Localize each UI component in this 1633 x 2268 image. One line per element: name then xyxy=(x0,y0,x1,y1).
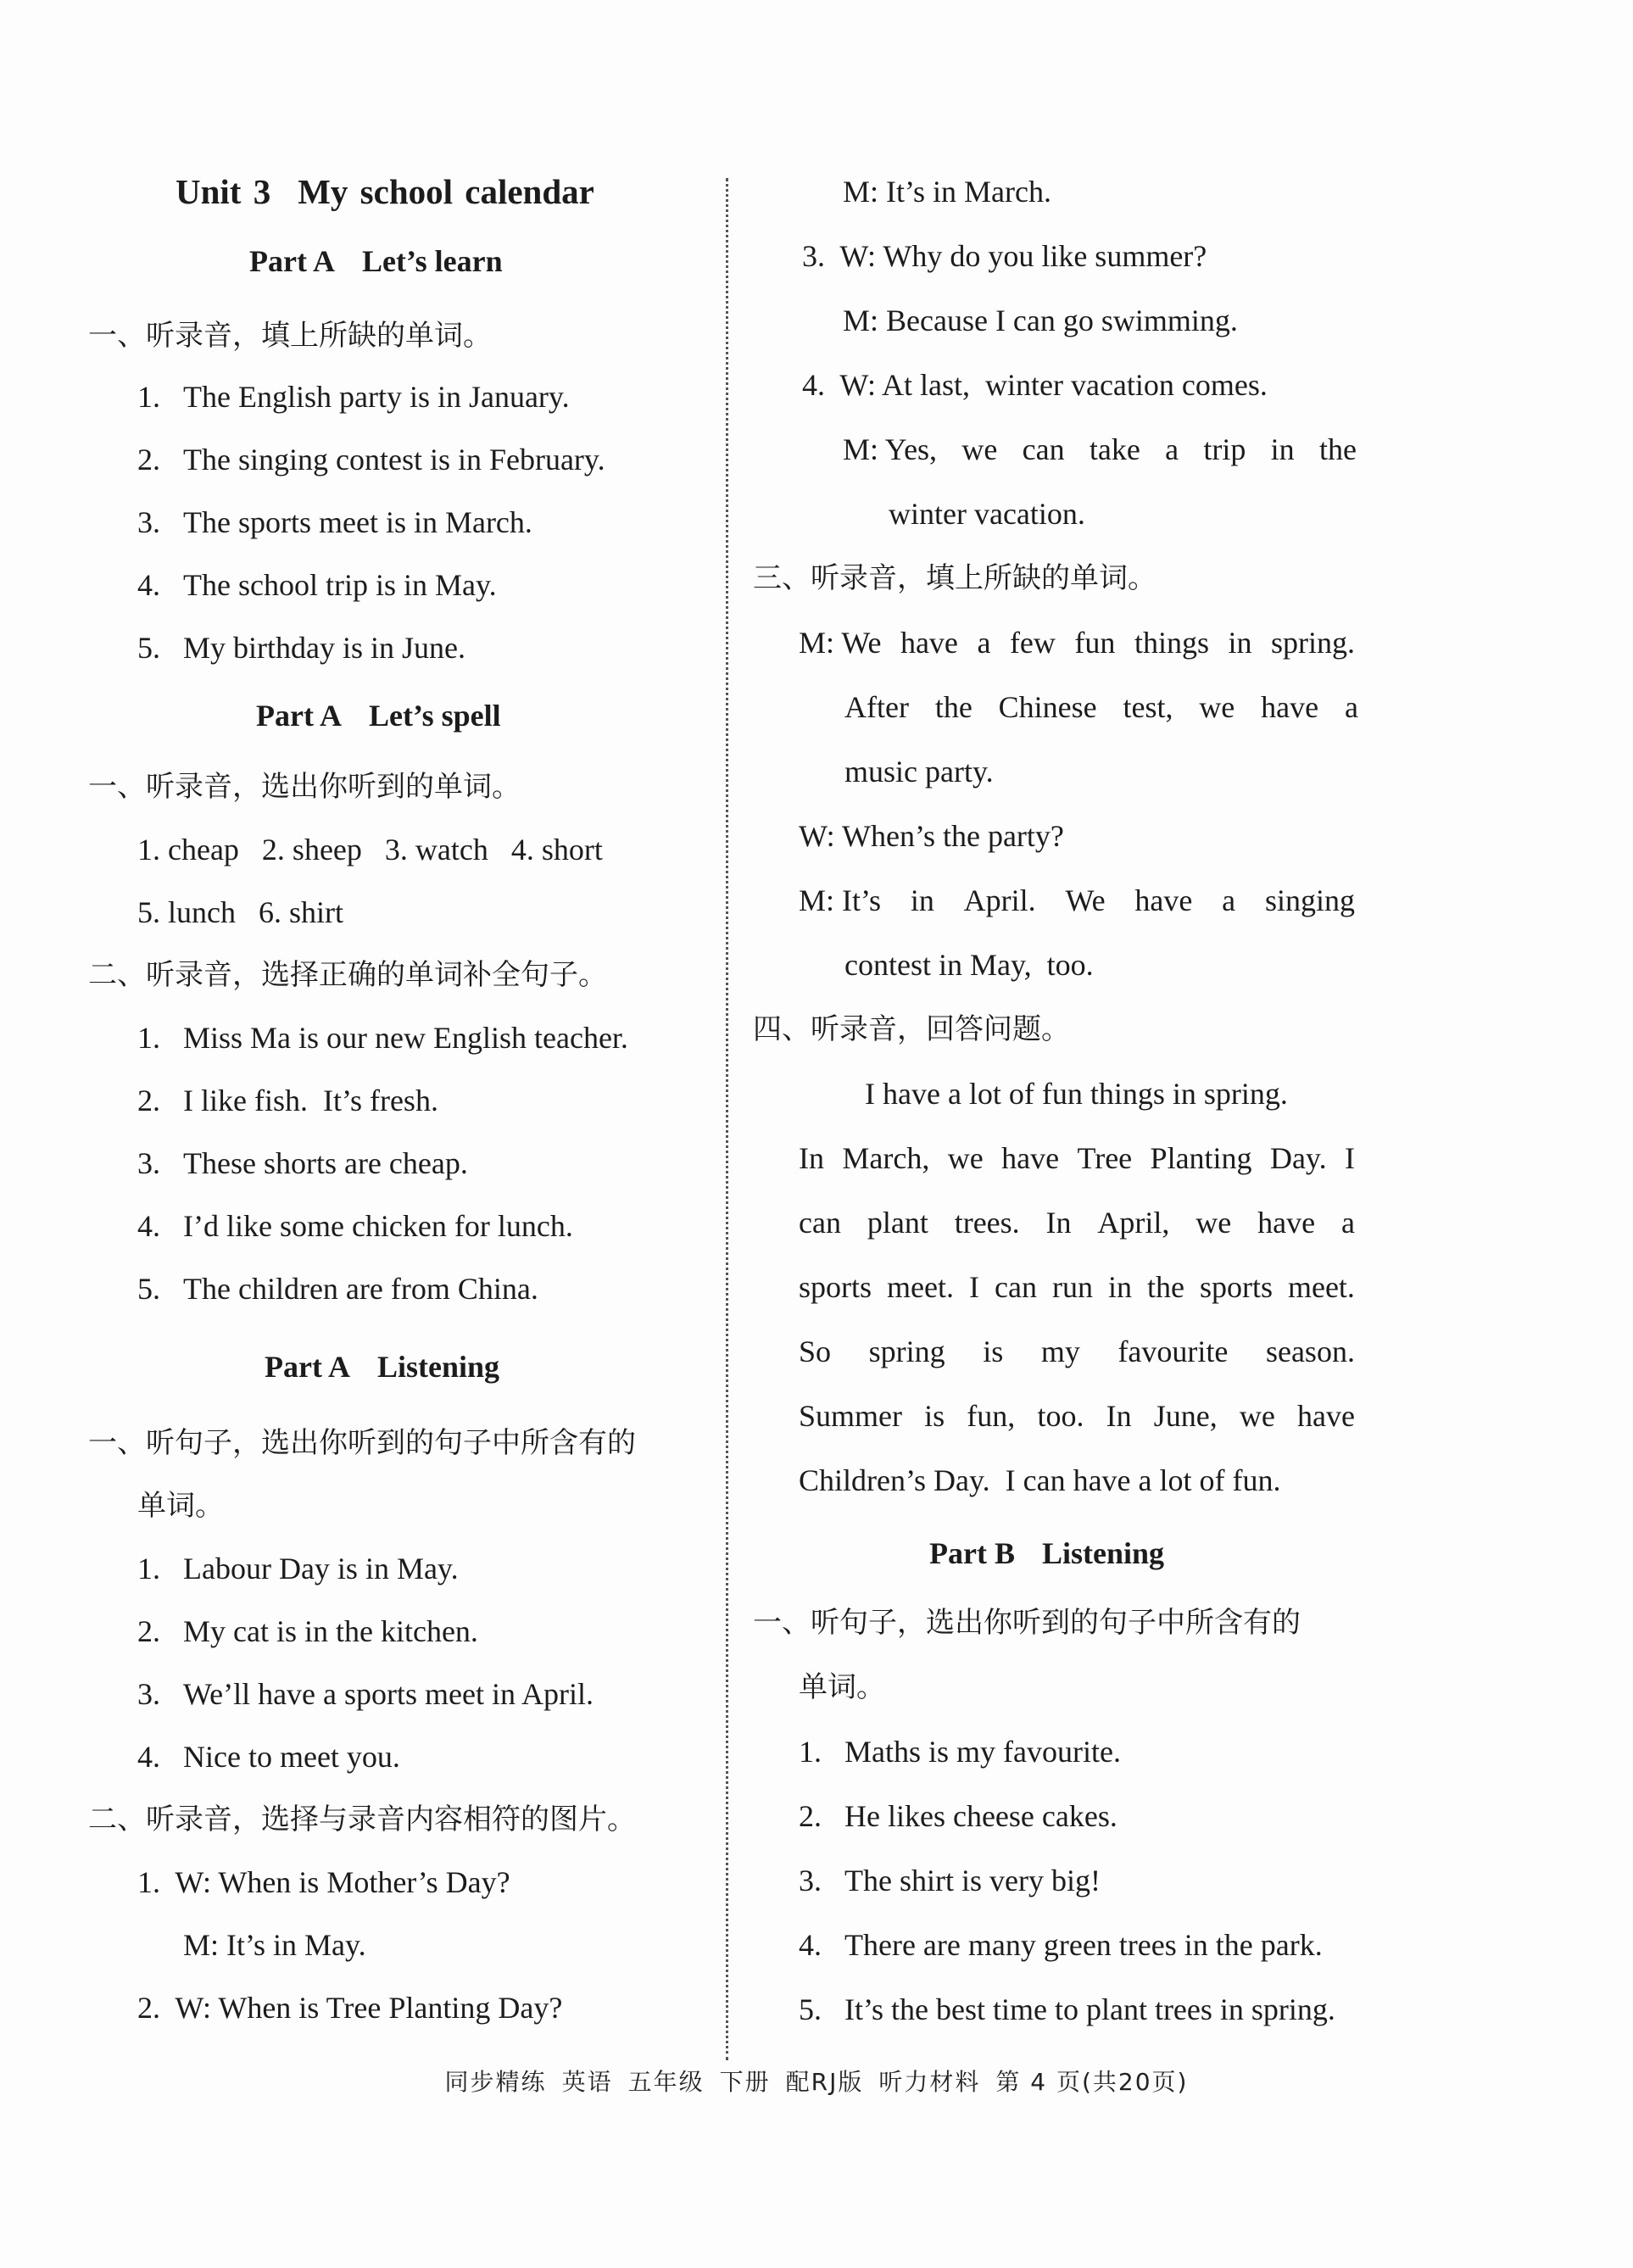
word: meet. xyxy=(1287,1270,1355,1304)
list-item xyxy=(137,441,605,478)
question-heading: 一、听录音，填上所缺的单词。 xyxy=(88,319,492,353)
word: a xyxy=(1341,1206,1355,1240)
word: singing xyxy=(1264,883,1355,917)
word-list: 1. cheap 2. sheep 3. watch 4. short xyxy=(137,833,603,867)
item-number: 5. xyxy=(137,631,160,665)
word: spring xyxy=(868,1335,945,1368)
footer-grade: 五年级 xyxy=(627,2068,705,2096)
item-number: 3. xyxy=(799,1864,822,1897)
item-number: 1. xyxy=(137,380,160,414)
word: April, xyxy=(1097,1206,1170,1240)
dialog-line xyxy=(799,624,1355,661)
part-label: Part A xyxy=(265,1350,350,1384)
part-label: Part A xyxy=(256,699,342,733)
word: we xyxy=(1195,1206,1232,1240)
dialog-line: 4. W: At last, winter vacation comes. xyxy=(802,368,1268,402)
word: June, xyxy=(1153,1399,1218,1433)
unit-number: Unit 3 xyxy=(176,172,271,211)
part-heading-listening xyxy=(265,1348,499,1385)
list-item xyxy=(137,566,497,604)
word: sports xyxy=(799,1270,872,1304)
item-text: These shorts are cheap. xyxy=(183,1146,468,1180)
question-heading: 三、听录音，填上所缺的单词。 xyxy=(753,561,1156,595)
word: In xyxy=(1045,1206,1072,1240)
word: a xyxy=(1222,883,1236,917)
dialog-line: W: When’s the party? xyxy=(799,819,1064,853)
dialog-line: 2. W: When is Tree Planting Day? xyxy=(137,1991,563,2025)
word: trees. xyxy=(954,1206,1020,1240)
word: I xyxy=(968,1270,979,1304)
item-number: 2. xyxy=(137,1084,160,1117)
word: Day. xyxy=(1269,1141,1327,1175)
part-label: Part A xyxy=(249,244,335,278)
list-item xyxy=(137,504,532,541)
page-footer xyxy=(0,2064,1633,2098)
dialog-line xyxy=(799,882,1355,919)
item-number: 2. xyxy=(137,1614,160,1648)
word: fun xyxy=(1074,626,1116,660)
question-heading: 一、听录音，选出你听到的单词。 xyxy=(88,770,521,804)
word: March, xyxy=(842,1141,930,1175)
word: have xyxy=(1261,690,1319,724)
list-item xyxy=(137,378,570,415)
item-text: The singing contest is in February. xyxy=(183,443,605,476)
word: a xyxy=(977,626,991,660)
word: we xyxy=(961,432,998,466)
part-title: Let’s spell xyxy=(368,699,501,733)
word: take xyxy=(1089,432,1140,466)
word: in xyxy=(1107,1270,1132,1304)
part-title: Listening xyxy=(1041,1536,1165,1570)
word: sports xyxy=(1199,1270,1273,1304)
word: meet. xyxy=(887,1270,954,1304)
word: We xyxy=(1065,883,1106,917)
item-text: Labour Day is in May. xyxy=(183,1552,459,1585)
item-text: The children are from China. xyxy=(183,1272,538,1306)
word: in xyxy=(910,883,934,917)
question-heading-continued: 单词。 xyxy=(799,1670,885,1704)
word: few xyxy=(1009,626,1056,660)
word: favourite xyxy=(1117,1335,1229,1368)
passage-line xyxy=(799,1333,1355,1370)
unit-title xyxy=(176,173,594,210)
word: too. xyxy=(1037,1399,1084,1433)
dialog-line xyxy=(844,688,1358,726)
part-heading-learn xyxy=(249,242,503,280)
item-text: We’ll have a sports meet in April. xyxy=(183,1677,594,1711)
word: have xyxy=(900,626,958,660)
word: can xyxy=(994,1270,1037,1304)
item-text: The shirt is very big! xyxy=(844,1864,1101,1897)
word: In xyxy=(799,1141,824,1175)
word-list: 5. lunch 6. shirt xyxy=(137,895,343,929)
word: April. xyxy=(963,883,1036,917)
word: have xyxy=(1134,883,1193,917)
question-heading: 二、听录音，选择与录音内容相符的图片。 xyxy=(88,1803,636,1836)
passage-line: Children’s Day. I can have a lot of fun. xyxy=(799,1463,1281,1497)
item-text: He likes cheese cakes. xyxy=(844,1799,1117,1833)
word: plant xyxy=(867,1206,928,1240)
list-item xyxy=(137,1738,400,1775)
passage-line xyxy=(799,1204,1355,1241)
part-heading-spell xyxy=(256,697,501,734)
word: have xyxy=(1001,1141,1060,1175)
list-item xyxy=(137,1270,538,1307)
list-item xyxy=(799,1797,1117,1835)
passage-line xyxy=(799,1140,1355,1177)
passage-line xyxy=(799,1268,1355,1306)
item-text: My birthday is in June. xyxy=(183,631,465,665)
dialog-line: winter vacation. xyxy=(889,497,1085,531)
dialog-line: music party. xyxy=(844,755,994,789)
word: we xyxy=(1239,1399,1275,1433)
word: test, xyxy=(1123,690,1173,724)
item-number: 1. xyxy=(137,1021,160,1055)
word: M: It’s xyxy=(799,883,882,917)
item-number: 3. xyxy=(137,1677,160,1711)
dialog-line: M: It’s in March. xyxy=(843,175,1051,209)
list-item xyxy=(799,1926,1323,1964)
word: M: Yes, xyxy=(843,432,938,466)
item-number: 5. xyxy=(799,1992,822,2026)
item-number: 1. xyxy=(799,1735,822,1769)
item-text: The sports meet is in March. xyxy=(183,505,532,539)
item-number: 2. xyxy=(799,1799,822,1833)
item-text: The English party is in January. xyxy=(183,380,570,414)
word: in xyxy=(1270,432,1295,466)
item-text: I’d like some chicken for lunch. xyxy=(183,1209,573,1243)
item-number: 2. xyxy=(137,443,160,476)
word: the xyxy=(934,690,973,724)
word: a xyxy=(1344,690,1358,724)
list-item xyxy=(137,1082,438,1119)
dialog-line: M: Because I can go swimming. xyxy=(843,304,1238,337)
item-text: It’s the best time to plant trees in spring. xyxy=(844,1992,1335,2026)
word: Planting xyxy=(1150,1141,1252,1175)
word: trip xyxy=(1203,432,1246,466)
list-item xyxy=(137,1675,594,1713)
list-item xyxy=(137,1550,459,1587)
part-title: Listening xyxy=(376,1350,500,1384)
word: a xyxy=(1165,432,1179,466)
list-item xyxy=(799,1991,1335,2028)
item-number: 4. xyxy=(137,1740,160,1774)
word: After xyxy=(844,690,909,724)
item-number: 4. xyxy=(137,568,160,602)
list-item xyxy=(137,629,465,666)
footer-subject: 英语 xyxy=(561,2068,613,2096)
footer-page-number: 第 4 页(共20页) xyxy=(995,2068,1189,2096)
word: we xyxy=(1199,690,1235,724)
item-number: 3. xyxy=(137,505,160,539)
list-item xyxy=(137,1613,478,1650)
list-item xyxy=(799,1733,1121,1770)
word: Tree xyxy=(1077,1141,1133,1175)
word: have xyxy=(1297,1399,1355,1433)
item-number: 1. xyxy=(137,1552,160,1585)
item-number: 5. xyxy=(137,1272,160,1306)
dialog-line: 1. W: When is Mother’s Day? xyxy=(137,1865,510,1899)
part-title: Let’s learn xyxy=(361,244,503,278)
word: things xyxy=(1134,626,1209,660)
word: In xyxy=(1106,1399,1132,1433)
passage-line xyxy=(799,1397,1355,1435)
word: M: We xyxy=(799,626,882,660)
footer-edition: 配RJ版 xyxy=(785,2068,864,2096)
footer-material: 听力材料 xyxy=(878,2068,981,2096)
word: the xyxy=(1318,432,1357,466)
word: can xyxy=(1022,432,1065,466)
word: fun, xyxy=(967,1399,1016,1433)
part-heading-partb-listening xyxy=(929,1535,1164,1572)
word: is xyxy=(924,1399,945,1433)
part-label: Part B xyxy=(929,1536,1015,1570)
item-text: I like fish. It’s fresh. xyxy=(183,1084,438,1117)
question-heading: 一、听句子，选出你听到的句子中所含有的 xyxy=(753,1606,1301,1640)
list-item xyxy=(137,1207,573,1245)
word: Summer xyxy=(799,1399,902,1433)
footer-volume: 下册 xyxy=(719,2068,771,2096)
question-heading-continued: 单词。 xyxy=(137,1489,224,1523)
word: my xyxy=(1040,1335,1080,1368)
item-text: Maths is my favourite. xyxy=(844,1735,1121,1769)
word: we xyxy=(947,1141,984,1175)
item-number: 4. xyxy=(137,1209,160,1243)
item-number: 4. xyxy=(799,1928,822,1962)
passage-line: I have a lot of fun things in spring. xyxy=(865,1077,1288,1111)
item-text: There are many green trees in the park. xyxy=(844,1928,1323,1962)
dialog-line: contest in May, too. xyxy=(844,948,1094,982)
dialog-line: M: It’s in May. xyxy=(183,1928,366,1962)
word: spring. xyxy=(1271,626,1355,660)
question-heading: 四、听录音，回答问题。 xyxy=(753,1012,1070,1046)
item-text: My cat is in the kitchen. xyxy=(183,1614,478,1648)
unit-name: My school calendar xyxy=(298,172,594,211)
word: in xyxy=(1228,626,1252,660)
word: Chinese xyxy=(998,690,1097,724)
item-text: Miss Ma is our new English teacher. xyxy=(183,1021,628,1055)
word: the xyxy=(1146,1270,1184,1304)
word: have xyxy=(1257,1206,1316,1240)
column-divider xyxy=(726,178,728,2060)
footer-series: 同步精练 xyxy=(444,2068,547,2096)
item-text: The school trip is in May. xyxy=(183,568,497,602)
dialog-line: 3. W: Why do you like summer? xyxy=(802,239,1207,273)
word: season. xyxy=(1265,1335,1355,1368)
list-item xyxy=(137,1019,628,1056)
word: is xyxy=(983,1335,1004,1368)
question-heading: 二、听录音，选择正确的单词补全句子。 xyxy=(88,958,607,992)
list-item xyxy=(137,1145,468,1182)
item-text: Nice to meet you. xyxy=(183,1740,400,1774)
word: can xyxy=(799,1206,841,1240)
word: run xyxy=(1051,1270,1093,1304)
question-heading: 一、听句子，选出你听到的句子中所含有的 xyxy=(88,1426,636,1460)
word: I xyxy=(1344,1141,1355,1175)
item-number: 3. xyxy=(137,1146,160,1180)
dialog-line xyxy=(843,431,1357,468)
word: So xyxy=(799,1335,832,1368)
list-item xyxy=(799,1862,1101,1899)
